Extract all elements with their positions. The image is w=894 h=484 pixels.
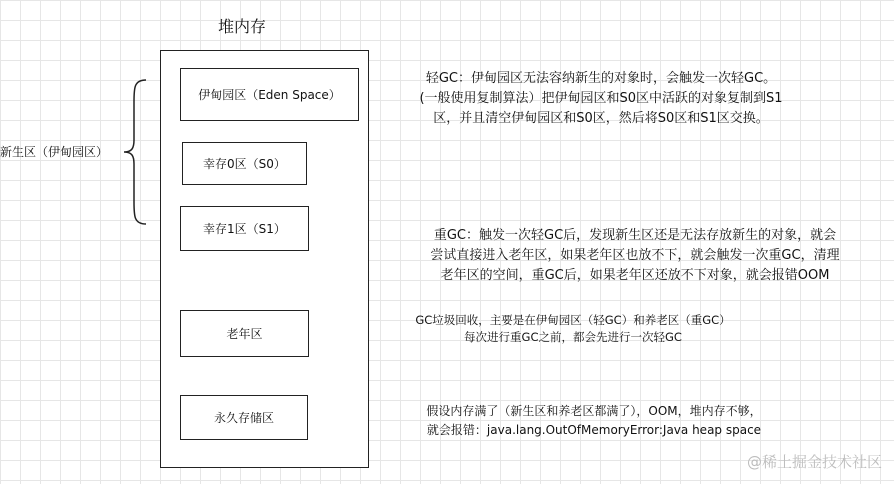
watermark: @稀土掘金技术社区 [746,453,882,471]
permanent-generation-label: 永久存储区 [213,411,274,425]
gc-summary-line-1: GC垃圾回收，主要是在伊甸园区（轻GC）和养老区（重GC） [415,313,731,327]
young-generation-label: 新生区（伊甸园区） [0,145,109,159]
young-generation-brace [120,78,150,226]
minor-gc-line-3: 区，并且清空伊甸园区和S0区，然后将S0区和S1区交换。 [433,111,769,126]
minor-gc-note [383,69,819,129]
minor-gc-line-1: 轻GC：伊甸园区无法容纳新生的对象时，会触发一次轻GC。 [425,71,777,86]
survivor-0-box [182,142,307,185]
old-generation-box [180,310,309,357]
gc-summary-line-2: 每次进行重GC之前，都会先进行一次轻GC [464,330,682,344]
permanent-generation-box [180,395,308,440]
full-gc-line-3: 老年区的空间，重GC后，如果老年区还放不下对象，就会报错OOM [440,268,830,283]
minor-gc-line-2: (一般使用复制算法）把伊甸园区和S0区中活跃的对象复制到S1 [419,91,783,106]
gc-summary-note [388,312,758,346]
diagram-title: 堆内存 [218,17,267,36]
survivor-1-box [180,206,309,251]
survivor-1-label: 幸存1区（S1） [203,222,286,236]
full-gc-line-2: 尝试直接进入老年区，如果老年区也放不下，就会触发一次重GC，清理 [430,248,840,263]
full-gc-line-1: 重GC：触发一次轻GC后，发现新生区还是无法存放新生的对象，就会 [433,228,837,243]
oom-line-1: 假设内存满了（新生区和养老区都满了），OOM，堆内存不够， [426,404,762,418]
oom-line-2: 就会报错：java.lang.OutOfMemoryError:Java heap space [426,423,762,437]
survivor-0-label: 幸存0区（S0） [203,157,286,171]
eden-space-box [180,68,359,121]
eden-space-label: 伊甸园区（Eden Space） [198,88,341,102]
oom-note [388,402,800,440]
full-gc-note [380,226,890,286]
old-generation-label: 老年区 [226,327,263,341]
